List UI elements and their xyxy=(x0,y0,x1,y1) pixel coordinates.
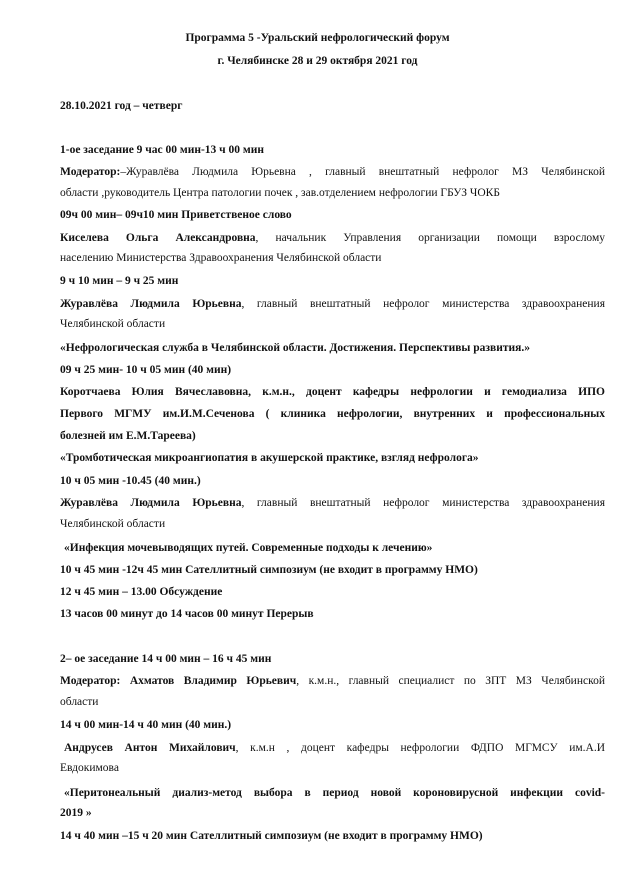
time-slot: 10 ч 45 мин -12ч 45 мин Сателлитный симпозиум (не входит в программу НМО) xyxy=(60,564,478,576)
time-slot: 12 ч 45 мин – 13.00 Обсуждение xyxy=(60,586,223,598)
speaker-line xyxy=(60,495,605,511)
time-slot: 10 ч 05 мин -10.45 (40 мин.) xyxy=(60,475,201,487)
time-slot: 13 часов 00 минут до 14 часов 00 минут Перерыв xyxy=(60,608,314,620)
speaker-line xyxy=(60,230,605,246)
time-slot: 14 ч 40 мин –15 ч 20 мин Сателлитный симпозиум (не входит в программу НМО) xyxy=(60,830,483,842)
time-slot: 14 ч 00 мин-14 ч 40 мин (40 мин.) xyxy=(60,719,232,731)
day-heading: 28.10.2021 год – четверг xyxy=(60,100,183,112)
speaker-line: болезней им Е.М.Тареева) xyxy=(60,430,196,442)
speaker-affiliation-cont: Челябинской области xyxy=(60,518,166,530)
title-line-1: Программа 5 -Уральский нефрологический форум xyxy=(185,32,450,44)
speaker-name: Киселева Ольга Александровна xyxy=(60,232,256,244)
speaker-affiliation-cont: Челябинской области xyxy=(60,318,166,330)
speaker-name: Журавлёва Людмила Юрьевна xyxy=(60,497,242,509)
speaker-line xyxy=(60,296,605,312)
session1-moderator-line1 xyxy=(60,164,605,180)
time-slot: 09ч 00 мин– 09ч10 мин Приветственое слово xyxy=(60,209,292,221)
speaker-name: Андрусев Антон Михайлович xyxy=(64,742,236,754)
speaker-affiliation: , главный внештатный нефролог министерства здравоохранения xyxy=(241,298,605,310)
talk-title: «Перитонеальный диализ-метод выбора в период новой короновирусной инфекции covid- xyxy=(64,787,605,799)
speaker-affiliation: , главный внештатный нефролог министерства здравоохранения xyxy=(241,497,605,509)
speaker-affiliation-cont: Евдокимова xyxy=(60,762,119,774)
moderator-text: , к.м.н., главный специалист по ЗПТ МЗ Челябинской xyxy=(296,675,605,687)
talk-title-cont: 2019 » xyxy=(60,807,92,819)
speaker-affiliation: , начальник Управления организации помощи взрослому xyxy=(255,232,605,244)
talk-title: «Тромботическая микроангиопатия в акушерской практике, взгляд нефролога» xyxy=(60,452,479,464)
moderator-label: Модератор: Ахматов Владимир Юрьевич xyxy=(60,675,297,687)
moderator-label: Модератор: xyxy=(60,166,121,178)
time-slot: 09 ч 25 мин- 10 ч 05 мин (40 мин) xyxy=(60,364,232,376)
speaker-line: Коротчаева Юлия Вячеславовна, к.м.н., доцент кафедры нефрологии и гемодиализа ИПО xyxy=(60,386,605,398)
session2-heading: 2– ое заседание 14 ч 00 мин – 16 ч 45 мин xyxy=(60,653,272,665)
speaker-affiliation-cont: населению Министерства Здравоохранения Челябинской области xyxy=(60,252,382,264)
time-slot: 9 ч 10 мин – 9 ч 25 мин xyxy=(60,275,179,287)
speaker-name: Журавлёва Людмила Юрьевна xyxy=(60,298,242,310)
speaker-line: Первого МГМУ им.И.М.Сеченова ( клиника нефрологии, внутренних и профессиональных xyxy=(60,408,605,420)
speaker-affiliation: , к.м.н , доцент кафедры нефрологии ФДПО МГМСУ им.А.И xyxy=(235,742,605,754)
talk-title: «Инфекция мочевыводящих путей. Современные подходы к лечению» xyxy=(64,542,433,554)
title-line-2: г. Челябинске 28 и 29 октября 2021 год xyxy=(217,55,418,67)
session2-moderator-line2: области xyxy=(60,696,99,708)
session1-moderator-line2: области ,руководитель Центра патологии почек , зав.отделением нефрологии ГБУЗ ЧОКБ xyxy=(60,187,500,199)
speaker-line xyxy=(64,740,605,756)
talk-title: «Нефрологическая служба в Челябинской области. Достижения. Перспективы развития.» xyxy=(60,342,530,354)
moderator-text: –Журавлёва Людмила Юрьевна , главный внештатный нефролог МЗ Челябинской xyxy=(120,166,605,178)
session2-moderator-line1 xyxy=(60,673,605,689)
session1-heading: 1-ое заседание 9 час 00 мин-13 ч 00 мин xyxy=(60,144,265,156)
